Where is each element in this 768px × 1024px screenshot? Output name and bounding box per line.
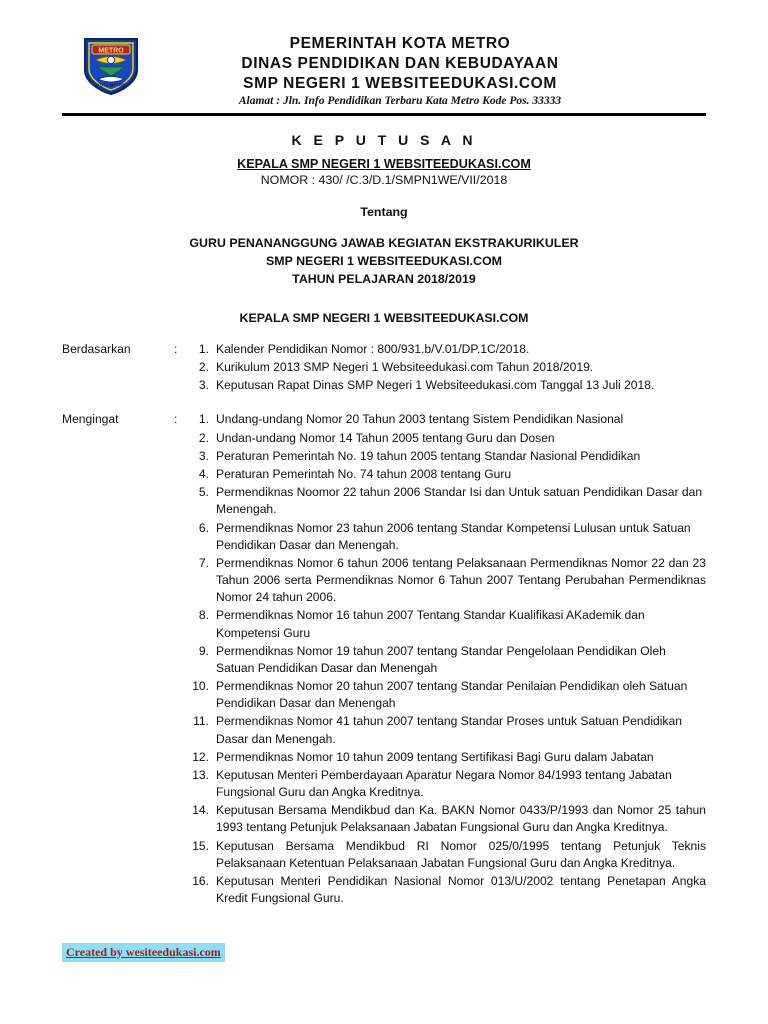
list-item-text: Keputusan Bersama Mendikbud dan Ka. BAKN Nomor 0433/P/1993 dan Nomor 25 tahun 1993 tentang Petunjuk Pelaksanaan Jabatan Fungsional Guru dan Angka Kreditnya.	[216, 803, 706, 835]
about-label: Tentang	[360, 205, 408, 219]
svg-text:METRO: METRO	[98, 47, 124, 55]
list-item-number: 5.	[198, 485, 209, 500]
document-subject	[62, 235, 706, 289]
list-item	[190, 359, 706, 376]
list-item-text: Permendiknas Nomor 20 tahun 2007 tentang Standar Penilaian Pendidikan oleh Satuan Pendidikan Dasar dan Menengah	[216, 679, 688, 711]
list-item-text: Keputusan Rapat Dinas SMP Negeri 1 Websiteedukasi.com Tanggal 13 Juli 2018.	[216, 378, 655, 393]
list-item-number: 6.	[198, 520, 209, 535]
document-type-heading: K E P U T U S A N	[291, 132, 477, 148]
list-item	[190, 377, 706, 394]
list-item-number: 11.	[193, 714, 209, 729]
issuing-authority: KEPALA SMP NEGERI 1 WEBSITEEDUKASI.COM	[237, 157, 531, 171]
list-item-text: Kurikulum 2013 SMP Negeri 1 Websiteedukasi.com Tahun 2018/2019.	[216, 360, 594, 375]
letterhead	[62, 34, 706, 108]
list-item-text: Undan-undang Nomor 14 Tahun 2005 tentang Guru dan Dosen	[216, 430, 555, 445]
list-item-text: Kalender Pendidikan Nomor : 800/931.b/V.01/DP.1C/2018.	[216, 341, 530, 356]
clause-mengingat-label: Mengingat	[62, 412, 119, 427]
list-item	[190, 341, 706, 358]
berdasarkan-list	[190, 341, 706, 395]
list-item-number: 1.	[198, 341, 209, 356]
list-item	[190, 643, 706, 677]
document-number: NOMOR : 430/ /C.3/D.1/SMPN1WE/VII/2018	[260, 173, 508, 187]
list-item-number: 16.	[192, 873, 209, 888]
list-item-text: Permendiknas Nomor 23 tahun 2006 tentang Standar Kompetensi Lulusan untuk Satuan Pendidikan Dasar dan Menengah.	[216, 520, 691, 552]
letterhead-line-3: SMP NEGERI 1 WEBSITEEDUKASI.COM	[243, 74, 557, 92]
list-item-number: 9.	[198, 643, 209, 658]
clause-berdasarkan-label: Berdasarkan	[62, 341, 131, 356]
letterhead-line-2: DINAS PENDIDIKAN DAN KEBUDAYAAN	[241, 54, 559, 72]
letterhead-line-1: PEMERINTAH KOTA METRO	[289, 35, 511, 52]
list-item-number: 12.	[192, 749, 209, 764]
list-item	[190, 466, 706, 483]
list-item	[190, 411, 706, 428]
list-item-number: 7.	[198, 555, 209, 570]
list-item-text: Keputusan Menteri Pemberdayaan Aparatur Negara Nomor 84/1993 tentang Jabatan Fungsional Guru dan Angka Kreditnya.	[216, 767, 672, 800]
list-item	[190, 430, 706, 447]
watermark-credit[interactable]	[62, 943, 225, 962]
list-item-number: 3.	[198, 378, 209, 393]
document-subject-line-2: SMP NEGERI 1 WEBSITEEDUKASI.COM	[266, 253, 502, 268]
list-item-number: 4.	[198, 466, 209, 481]
mengingat-list	[190, 411, 706, 907]
watermark-credit-text: Created by wesiteedukasi.com	[66, 945, 221, 959]
list-item	[190, 767, 706, 801]
clause-mengingat	[62, 411, 706, 908]
svg-text:KOTA METRO: KOTA METRO	[96, 82, 126, 88]
list-item	[190, 713, 706, 747]
list-item	[190, 448, 706, 465]
list-item	[190, 555, 706, 607]
list-item-number: 13.	[192, 767, 209, 782]
list-item-number: 14.	[192, 803, 209, 818]
clause-mengingat-colon: :	[174, 412, 178, 427]
metro-city-emblem-icon	[80, 36, 142, 96]
list-item-text: Keputusan Menteri Pendidikan Nasional Nomor 013/U/2002 tentang Penetapan Angka Kredit Fungsional Guru.	[216, 873, 706, 906]
list-item	[190, 484, 706, 518]
list-item-text: Permendiknas Nomor 6 tahun 2006 tentang Pelaksanaan Permendiknas Nomor 22 dan 23 Tahun 2006 serta Permendiknas Nomor 6 Tahun 2007 Tentang Perubahan Permendiknas Nomor 24 tahun 2006.	[216, 555, 706, 605]
list-item	[190, 749, 706, 766]
list-item-text: Peraturan Pemerintah No. 19 tahun 2005 tentang Standar Nasional Pendidikan	[216, 448, 641, 463]
list-item-number: 2.	[198, 430, 209, 445]
decision-maker: KEPALA SMP NEGERI 1 WEBSITEEDUKASI.COM	[239, 310, 529, 325]
list-item-text: Permendiknas Nomor 16 tahun 2007 Tentang Standar Kualifikasi AKademik dan Kompetensi Guru	[216, 608, 645, 640]
list-item-text: Permendiknas Nomor 19 tahun 2007 tentang Standar Pengelolaan Pendidikan Oleh Satuan Pendidikan Dasar dan Menengah	[216, 643, 666, 675]
list-item-text: Undang-undang Nomor 20 Tahun 2003 tentang Sistem Pendidikan Nasional	[216, 412, 624, 427]
list-item-text: Permendiknas Nomor 10 tahun 2009 tentang Sertifikasi Bagi Guru dalam Jabatan	[216, 749, 654, 764]
list-item-text: Peraturan Pemerintah No. 74 tahun 2008 tentang Guru	[216, 466, 512, 481]
clause-berdasarkan	[62, 341, 706, 396]
list-item-text: Permendiknas Noomor 22 tahun 2006 Standar Isi dan Untuk satuan Pendidikan Dasar dan Menengah.	[216, 485, 703, 517]
list-item-number: 10.	[192, 679, 209, 694]
letterhead-text	[118, 34, 706, 107]
list-item	[190, 838, 706, 872]
list-item-text: Keputusan Bersama Mendikbud RI Nomor 025/0/1995 tentang Petunjuk Teknis Pelaksanaan Ketentuan Pelaksanaan Jabatan Fungsional Guru dan Angka Kreditnya.	[216, 838, 706, 870]
document-subject-line-3: TAHUN PELAJARAN 2018/2019	[292, 271, 476, 286]
list-item	[190, 802, 706, 836]
document-subject-line-1: GURU PENANANGGUNG JAWAB KEGIATAN EKSTRAKURIKULER	[189, 236, 579, 250]
list-item-number: 15.	[192, 838, 209, 853]
list-item-number: 1.	[198, 412, 209, 427]
letterhead-address: Alamat : Jln. Info Pendidikan Terbaru Kata Metro Kode Pos. 33333	[238, 95, 562, 108]
header-divider	[62, 113, 706, 116]
list-item	[190, 678, 706, 712]
list-item-number: 2.	[198, 360, 209, 375]
list-item	[190, 520, 706, 554]
list-item	[190, 873, 706, 907]
list-item-text: Permendiknas Nomor 41 tahun 2007 tentang Standar Proses untuk Satuan Pendidikan Dasar dan Menengah.	[216, 714, 682, 746]
clause-berdasarkan-colon: :	[174, 341, 178, 356]
list-item-number: 3.	[198, 448, 209, 463]
list-item	[190, 607, 706, 641]
list-item-number: 8.	[198, 608, 209, 623]
